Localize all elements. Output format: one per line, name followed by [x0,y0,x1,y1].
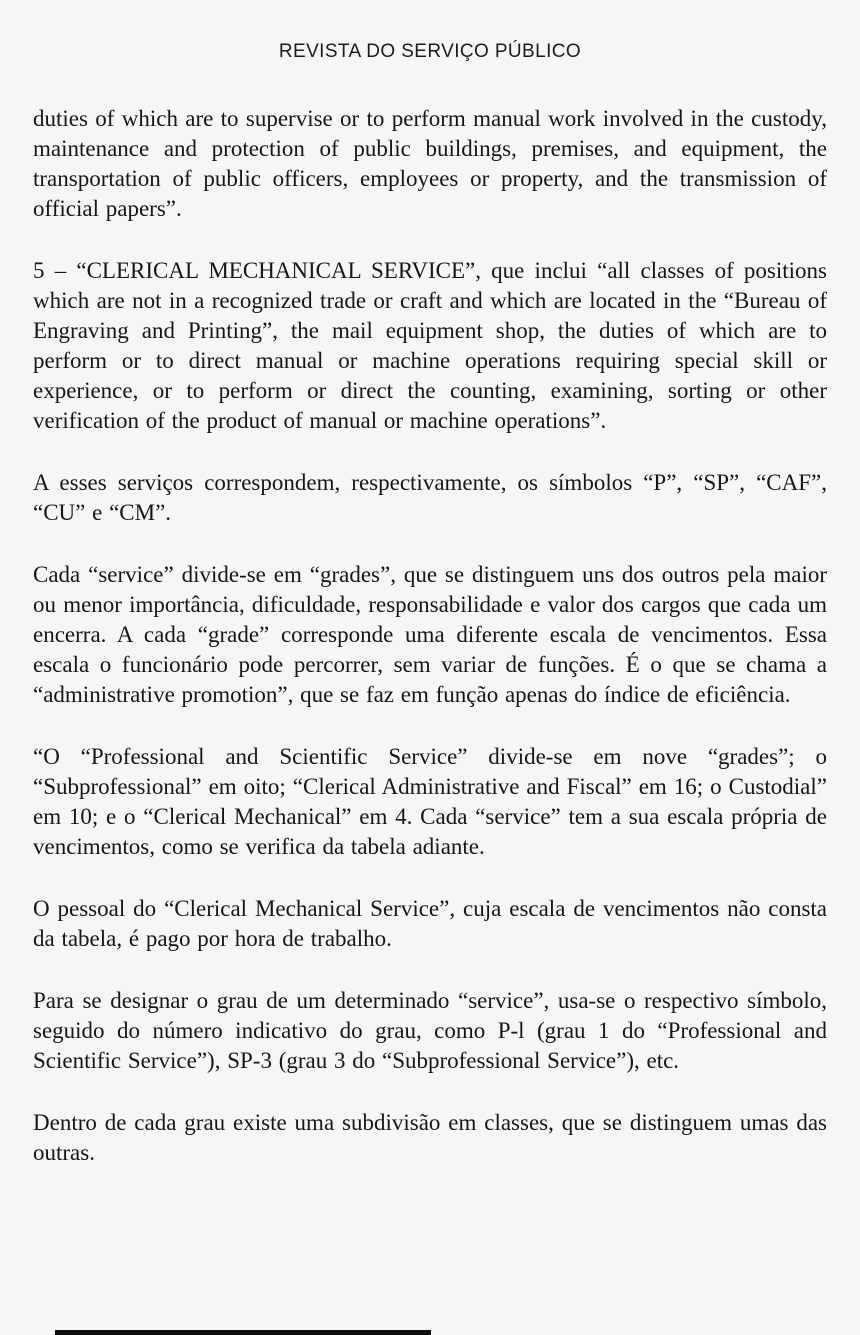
scan-artifact-line [55,1330,431,1335]
paragraph-simbolos: A esses serviços correspondem, respectivamente, os símbolos “P”, “SP”, “CAF”, “CU” e “CM”. [33,470,827,525]
paragraph-subdivisao-classes: Dentro de cada grau existe uma subdivisão em classes, que se distinguem umas das outras. [33,1110,827,1165]
paragraph-pago-por-hora: O pessoal do “Clerical Mechanical Service”, cuja escala de vencimentos não consta da tabela, é pago por hora de trabalho. [33,896,827,951]
paragraph-clerical-mechanical-service: 5 – “CLERICAL MECHANICAL SERVICE”, que inclui “all classes of positions which are not in a recognized trade or craft and which are located in the “Bureau of Engraving and Printing”, the mail equipment shop, the duties of which are to perform or to direct manual or machine operations requiring special skill or experience, or to perform or direct the counting, examining, sorting or other verification of the product of manual or machine operations”. [33,258,827,433]
paragraph-grades: Cada “service” divide-se em “grades”, que se distinguem uns dos outros pela maior ou menor importância, dificuldade, responsabilidade e valor dos cargos que cada um encerra. A cada “grade” corresponde uma diferente escala de vencimentos. Essa escala o funcionário pode percorrer, sem variar de funções. É o que se chama a “administrative promotion”, que se faz em função apenas do índice de eficiência. [33,562,827,707]
document-body [33,104,827,1168]
paragraph-designacao-grau: Para se designar o grau de um determinado “service”, usa-se o respectivo símbolo, seguido do número indicativo do grau, como P-l (grau 1 do “Professional and Scientific Service”), SP-3 (grau 3 do “Subprofessional Service”), etc. [33,988,827,1073]
paragraph-duties-custodial: duties of which are to supervise or to perform manual work involved in the custody, maintenance and protection of public buildings, premises, and equipment, the transportation of public officers, employees or property, and the transmission of official papers”. [33,106,827,221]
paragraph-divisao-grades: “O “Professional and Scientific Service” divide-se em nove “grades”; o “Subprofessional” em oito; “Clerical Administrative and Fiscal” em 16; o Custodial” em 10; e o “Clerical Mechanical” em 4. Cada “service” tem a sua escala própria de vencimentos, como se verifica da tabela adiante. [33,744,827,859]
journal-header-title: REVISTA DO SERVIÇO PÚBLICO [278,41,582,62]
